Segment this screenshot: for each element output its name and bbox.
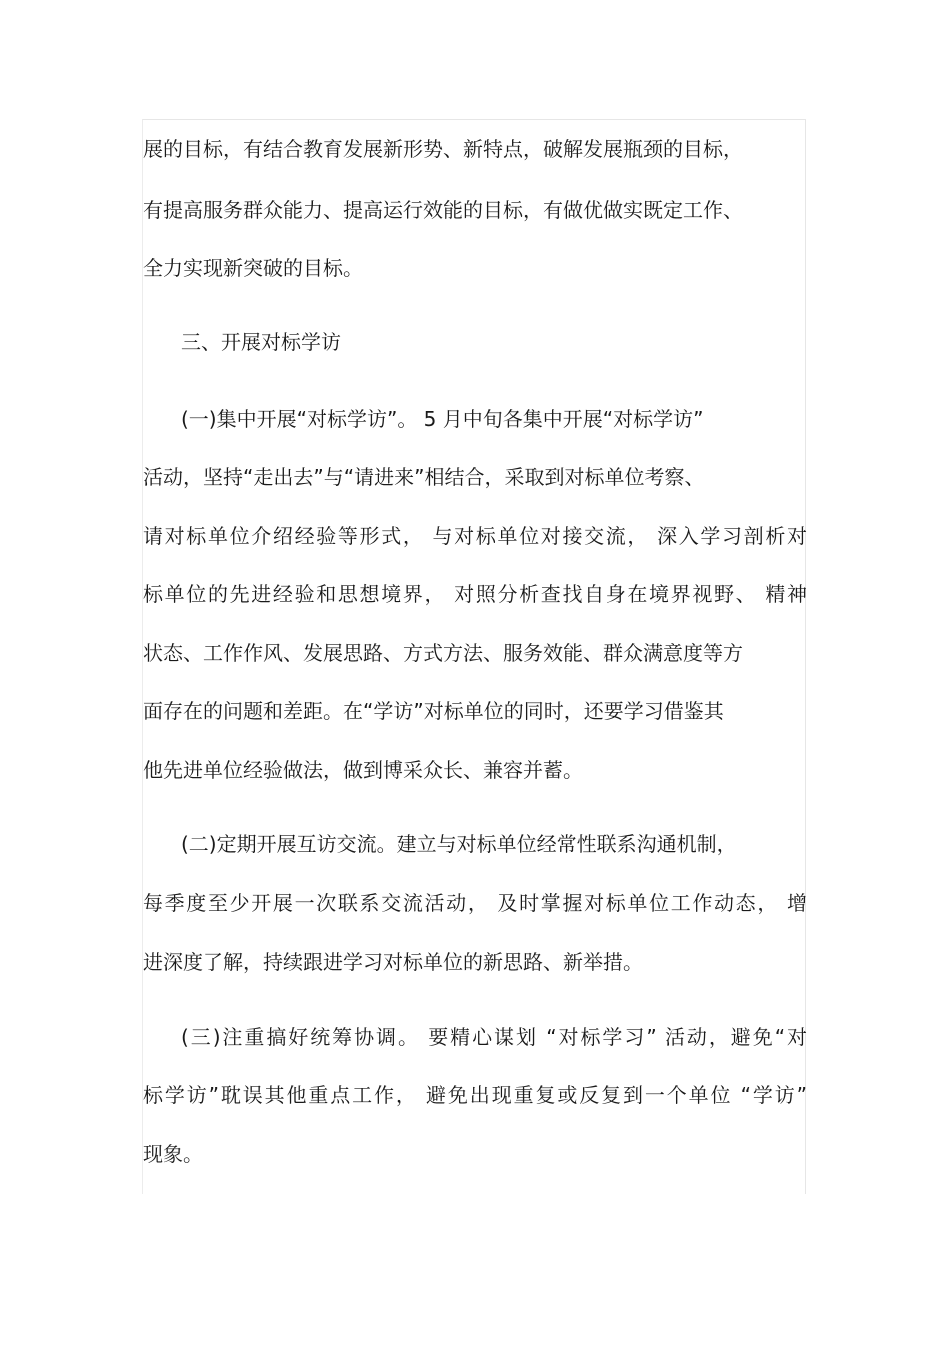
section-heading: 三、开展对标学访 (181, 330, 341, 354)
text-line: (三)注重搞好统筹协调。 要精心谋划 “对标学习” 活动，避免“对 (181, 1025, 807, 1049)
text-line: 每季度至少开展一次联系交流活动， 及时掌握对标单位工作动态， 增 (143, 891, 807, 915)
text-line: 标学访”耽误其他重点工作， 避免出现重复或反复到一个单位 “学访” (143, 1083, 807, 1107)
text-line: 有提高服务群众能力、提高运行效能的目标，有做优做实既定工作、 (143, 198, 743, 222)
text-line: (一)集中开展“对标学访”。 5 月中旬各集中开展“对标学访” (181, 407, 704, 431)
text-line: 全力实现新突破的目标。 (143, 256, 363, 280)
text-line: (二)定期开展互访交流。建立与对标单位经常性联系沟通机制， (181, 832, 737, 856)
text-line: 状态、工作作风、发展思路、方式方法、服务效能、群众满意度等方 (143, 641, 743, 665)
text-line: 标单位的先进经验和思想境界， 对照分析查找自身在境界视野、 精神 (143, 582, 807, 606)
text-line: 现象。 (143, 1142, 203, 1166)
text-line: 面存在的问题和差距。在“学访”对标单位的同时，还要学习借鉴其 (143, 699, 724, 723)
text-line: 展的目标，有结合教育发展新形势、新特点，破解发展瓶颈的目标， (143, 137, 743, 161)
text-line: 他先进单位经验做法，做到博采众长、兼容并蓄。 (143, 758, 583, 782)
text-line: 进深度了解，持续跟进学习对标单位的新思路、新举措。 (143, 950, 643, 974)
text-line: 活动，坚持“走出去”与“请进来”相结合，采取到对标单位考察、 (143, 465, 705, 489)
text-line: 请对标单位介绍经验等形式， 与对标单位对接交流， 深入学习剖析对 (143, 524, 807, 548)
